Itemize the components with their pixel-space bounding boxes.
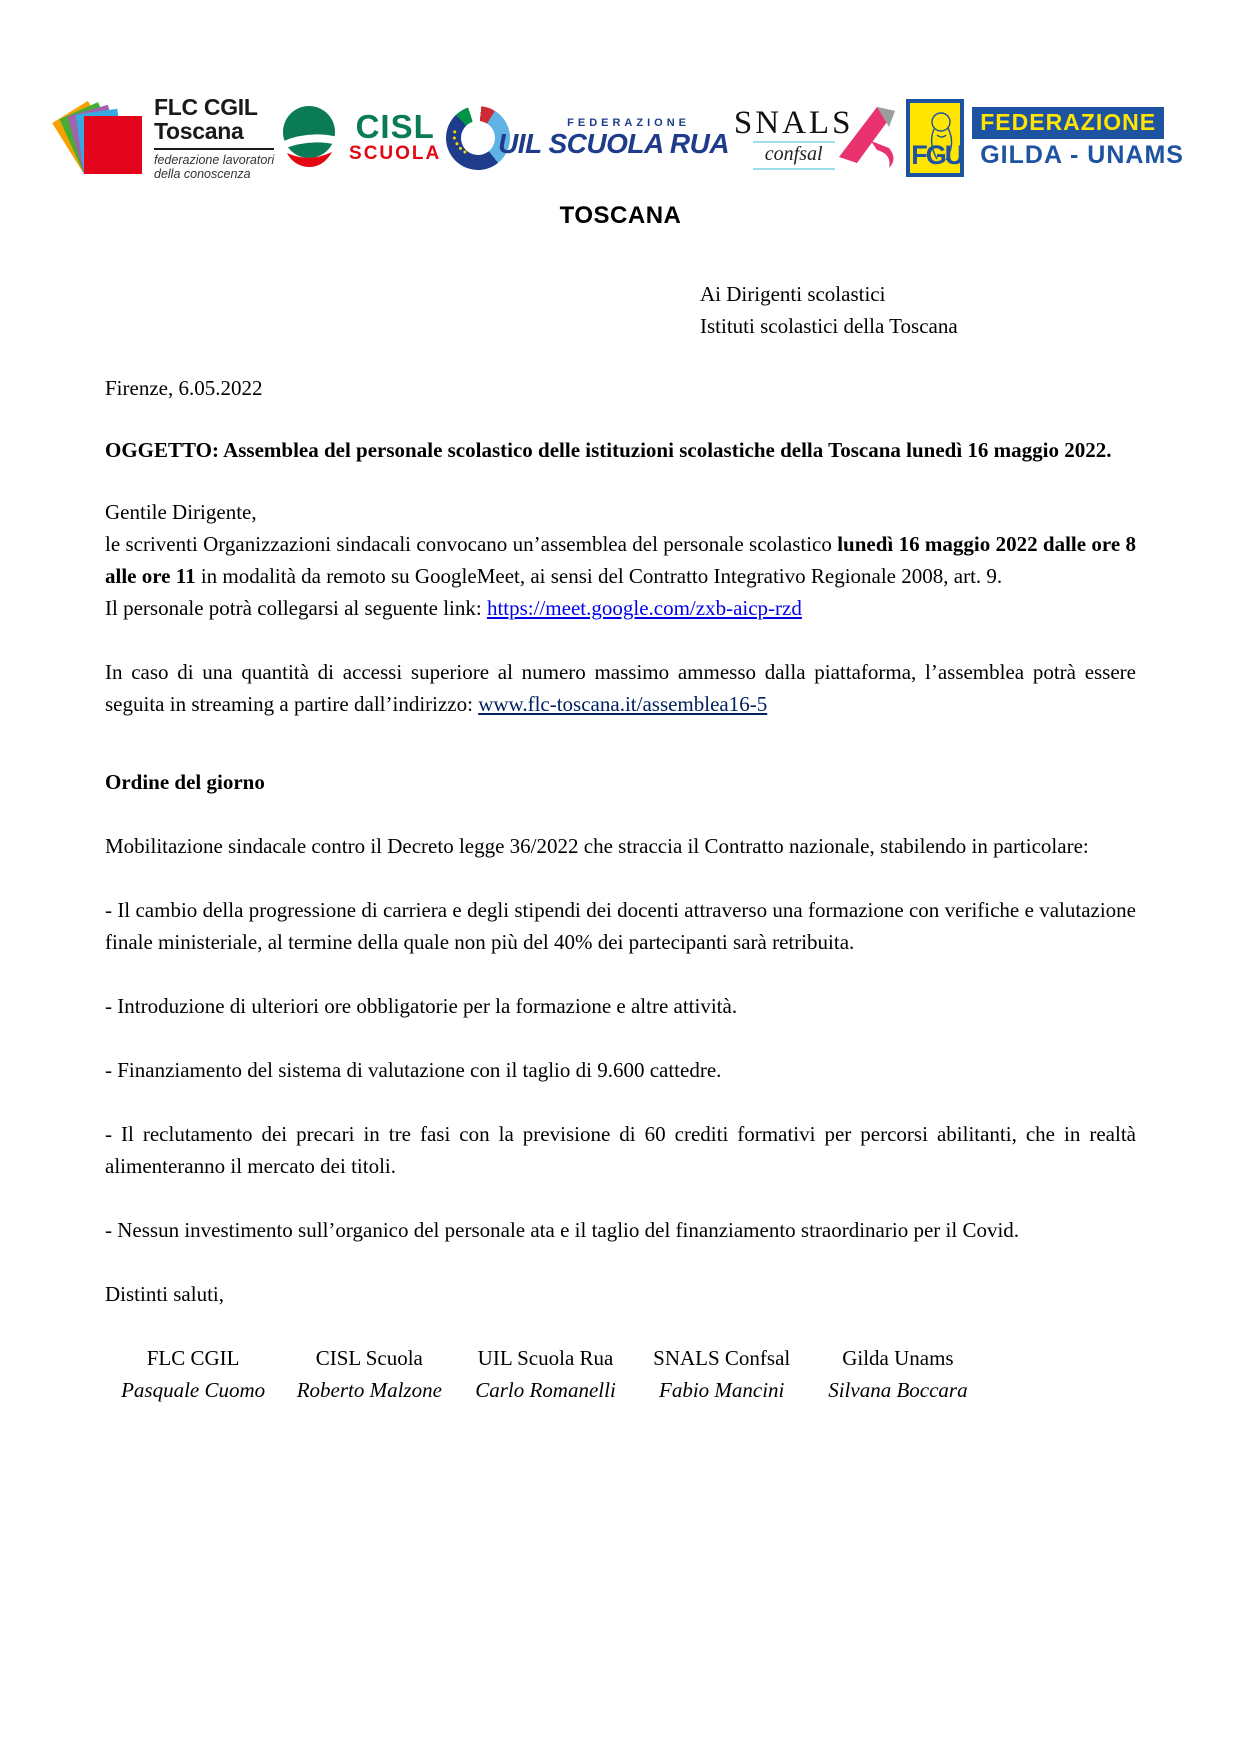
uil-federazione: FEDERAZIONE xyxy=(567,117,690,129)
convocation-bold-datetime: lunedì 16 maggio 2022 dalle ore 8 alle ore 11 xyxy=(105,532,1137,588)
uil-wordmark xyxy=(498,117,729,159)
streaming-paragraph xyxy=(105,656,1136,720)
signature-orgs-row xyxy=(105,1342,986,1374)
flc-title-line1: FLC CGIL xyxy=(154,94,258,120)
signature-name-flc: Pasquale Cuomo xyxy=(121,1378,266,1402)
subject-line: OGGETTO: Assemblea del personale scolastico delle istituzioni scolastiche della Toscana lunedì 16 maggio 2022. xyxy=(105,438,1112,462)
meet-link-line xyxy=(105,592,1136,624)
signature-org-uil: UIL Scuola Rua xyxy=(477,1346,614,1370)
greeting: Gentile Dirigente, xyxy=(105,500,257,524)
fgu-wordmark xyxy=(972,107,1184,170)
snals-wordmark xyxy=(733,104,854,170)
signature-name-cisl: Roberto Malzone xyxy=(296,1378,442,1402)
cisl-sub: SCUOLA xyxy=(349,143,442,164)
closing-line: Distinti saluti, xyxy=(105,1282,225,1306)
flc-title-line2: Toscana xyxy=(154,118,244,144)
fgu-gilda-unams-logo xyxy=(906,99,1184,177)
convocation-text-after: in modalità da remoto su GoogleMeet, ai sensi del Contratto Integrativo Regionale 2008, art. 9. xyxy=(195,564,1003,588)
agenda-item-4: - Il reclutamento dei precari in tre fasi con la previsione di 60 crediti formativi per percorsi abilitanti, che in realtà alimenteranno il mercato dei titoli. xyxy=(105,1122,1136,1178)
snals-confsal-logo xyxy=(734,103,902,173)
snals-confsal: confsal xyxy=(753,141,835,170)
region-title: TOSCANA xyxy=(559,202,682,229)
agenda-item-1: - Il cambio della progressione di carriera e degli stipendi dei docenti attraverso una formazione con verifiche e valutazione finale ministeriale, al termine della quale non più del 40% dei partecipanti sarà retribuita. xyxy=(105,898,1136,954)
agenda-item-5: - Nessun investimento sull’organico del personale ata e il taglio del finanziamento straordinario per il Covid. xyxy=(105,1218,1020,1242)
google-meet-link[interactable]: https://meet.google.com/zxb-aicp-rzd xyxy=(486,596,802,620)
agenda-intro: Mobilitazione sindacale contro il Decreto legge 36/2022 che straccia il Contratto nazionale, stabilendo in particolare: xyxy=(105,834,1089,858)
flc-sub-line1: federazione lavoratori xyxy=(154,153,275,167)
flc-cgil-logo xyxy=(50,95,274,181)
flc-cgil-fan-icon xyxy=(50,96,146,180)
fgu-gilda-unams: GILDA - UNAMS xyxy=(980,140,1184,169)
streaming-text: In caso di una quantità di accessi superiore al numero massimo ammesso dalla piattaforma, l’assemblea potrà essere seguita in streaming a partire dall’indirizzo: xyxy=(105,660,1136,716)
recipient-line1: Ai Dirigenti scolastici xyxy=(700,282,886,306)
fgu-federazione: FEDERAZIONE xyxy=(972,107,1164,139)
recipient-block xyxy=(700,278,1136,342)
meet-link-label: Il personale potrà collegarsi al seguente link: xyxy=(105,596,487,620)
fgu-abbr: FGU xyxy=(911,140,963,170)
cisl-globe-icon xyxy=(279,105,343,171)
convocation-text-before: le scriventi Organizzazioni sindacali convocano un’assemblea del personale scolastico xyxy=(105,532,838,556)
signature-org-gilda: Gilda Unams xyxy=(842,1346,954,1370)
convocation-paragraph xyxy=(105,496,1136,624)
fgu-emblem-icon xyxy=(906,99,964,177)
signature-name-uil: Carlo Romanelli xyxy=(475,1378,616,1402)
uil-name: UIL SCUOLA RUA xyxy=(498,128,730,159)
cisl-name: CISL xyxy=(355,108,435,145)
union-logos-strip xyxy=(50,90,1184,186)
signature-name-snals: Fabio Mancini xyxy=(659,1378,785,1402)
snals-ribbon-icon xyxy=(837,99,901,173)
cisl-wordmark xyxy=(349,108,442,165)
uil-scuola-rua-logo xyxy=(446,106,729,170)
signature-org-snals: SNALS Confsal xyxy=(653,1346,791,1370)
cisl-scuola-logo xyxy=(279,105,441,171)
date-line: Firenze, 6.05.2022 xyxy=(105,376,263,400)
streaming-link[interactable]: www.flc-toscana.it/assemblea16-5 xyxy=(478,692,768,716)
agenda-item-2: - Introduzione di ulteriori ore obbligatorie per la formazione e altre attività. xyxy=(105,994,738,1018)
signature-name-gilda: Silvana Boccara xyxy=(828,1378,968,1402)
agenda-item-3: - Finanziamento del sistema di valutazione con il taglio di 9.600 cattedre. xyxy=(105,1058,722,1082)
agenda-heading: Ordine del giorno xyxy=(105,770,265,794)
uil-stars-icon xyxy=(453,130,456,133)
flc-sub-line2: della conoscenza xyxy=(154,167,251,181)
signature-org-cisl: CISL Scuola xyxy=(315,1346,423,1370)
signature-org-flc: FLC CGIL xyxy=(146,1346,240,1370)
recipient-line2: Istituti scolastici della Toscana xyxy=(700,314,958,338)
flc-cgil-wordmark xyxy=(154,95,274,181)
snals-name: SNALS xyxy=(733,104,854,141)
signature-names-row xyxy=(105,1374,986,1406)
